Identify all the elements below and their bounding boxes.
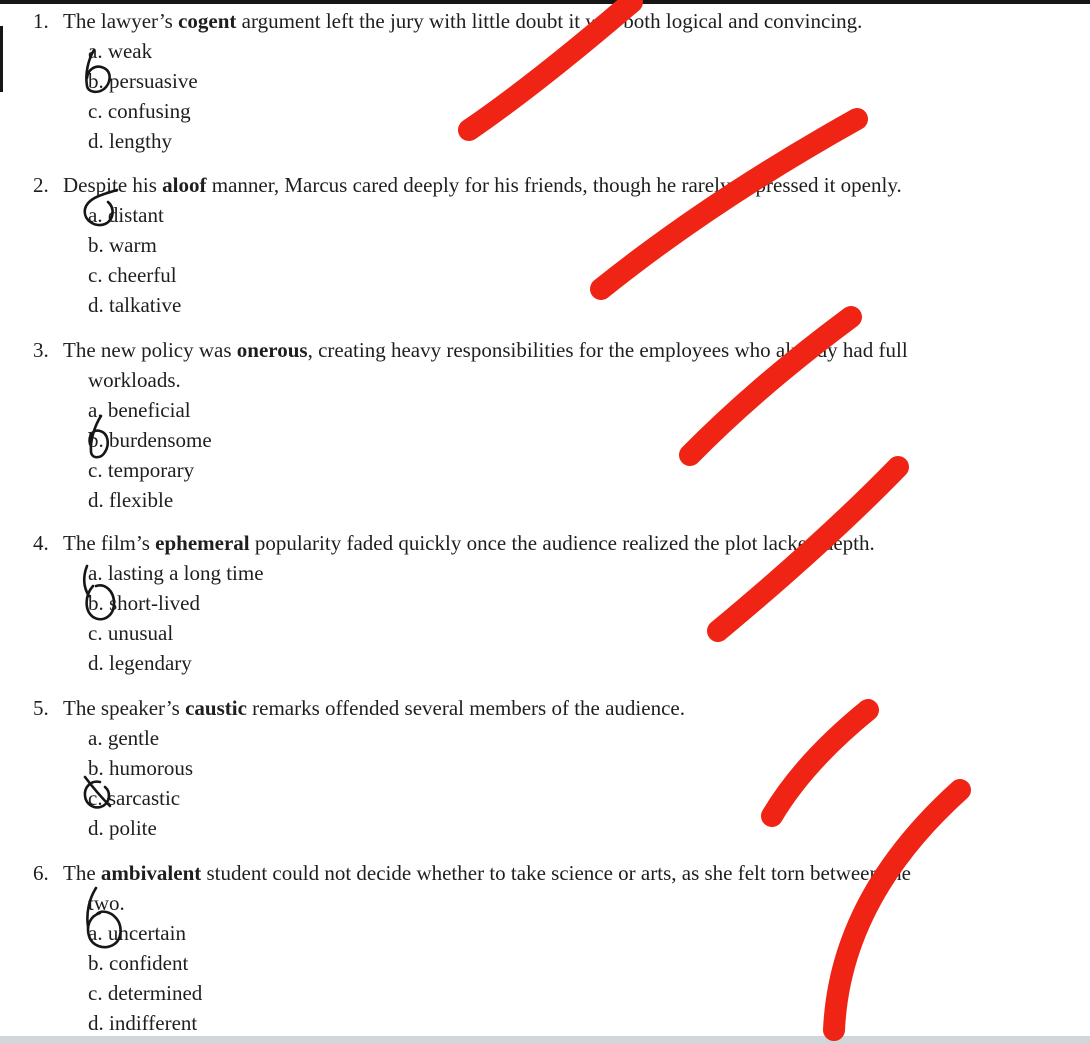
question-4-text [0, 528, 1090, 558]
question-5-text [0, 693, 1090, 723]
question-4-option-d: d. legendary [88, 651, 192, 675]
question-3-text-post: , creating heavy responsibilities for the employees who already had full [307, 338, 908, 362]
vocab-word-ambivalent: ambivalent [100, 861, 202, 885]
question-3-text-pre: The new policy was [63, 338, 237, 362]
question-2-text [0, 170, 1090, 200]
vocab-word-aloof: aloof [162, 173, 207, 197]
question-5-text-pre: The speaker’s [63, 696, 186, 720]
question-3-text-line2: workloads. [88, 368, 181, 392]
question-4-option-b: b. short-lived [88, 591, 200, 615]
question-6-text-post: student could not decide whether to take science or arts, as she felt torn between the [201, 861, 911, 885]
question-6 [0, 858, 1090, 1038]
question-1-text-post: argument left the jury with little doubt it was both logical and convincing. [236, 9, 863, 33]
question-2-option-a: a. distant [88, 203, 164, 227]
question-5-text-post: remarks offended several members of the audience. [246, 696, 685, 720]
question-5 [0, 693, 1090, 843]
question-1-option-a: a. weak [88, 39, 153, 63]
question-1-option-b: b. persuasive [88, 69, 198, 93]
question-4-text-pre: The film’s [63, 531, 156, 555]
question-3-option-a: a. beneficial [88, 398, 191, 422]
question-5-number: 5. [33, 696, 49, 720]
question-3-number: 3. [33, 338, 49, 362]
question-4-option-c: c. unusual [88, 621, 174, 645]
question-2-option-c: c. cheerful [88, 263, 177, 287]
question-5-option-a: a. gentle [88, 726, 160, 750]
question-3 [0, 335, 1090, 515]
question-4-number: 4. [33, 531, 49, 555]
question-2-option-d: d. talkative [88, 293, 182, 317]
question-5-option-c: c. sarcastic [88, 786, 181, 810]
question-3-option-c: c. temporary [88, 458, 195, 482]
question-6-option-b: b. confident [88, 951, 189, 975]
question-4-text-post: popularity faded quickly once the audience realized the plot lacked depth. [249, 531, 875, 555]
vocab-word-onerous: onerous [236, 338, 308, 362]
question-2-number: 2. [33, 173, 49, 197]
question-3-option-b: b. burdensome [88, 428, 212, 452]
question-3-option-d: d. flexible [88, 488, 174, 512]
question-6-number: 6. [33, 861, 49, 885]
question-1-text [0, 6, 1090, 36]
question-1-text-pre: The lawyer’s [63, 9, 179, 33]
question-2 [0, 170, 1090, 320]
question-4-option-a: a. lasting a long time [88, 561, 264, 585]
question-4 [0, 528, 1090, 678]
top-edge-bar [0, 0, 1090, 4]
question-6-option-d: d. indifferent [88, 1011, 198, 1035]
question-1 [0, 6, 1090, 156]
question-2-text-pre: Despite his [63, 173, 163, 197]
question-2-text-post: manner, Marcus cared deeply for his friends, though he rarely expressed it openly. [206, 173, 902, 197]
vocab-word-cogent: cogent [178, 9, 237, 33]
question-5-option-b: b. humorous [88, 756, 193, 780]
vocab-word-ephemeral: ephemeral [155, 531, 250, 555]
question-5-option-d: d. polite [88, 816, 157, 840]
question-6-text [0, 858, 1090, 888]
question-6-text-line2: two. [88, 891, 125, 915]
vocab-word-caustic: caustic [185, 696, 247, 720]
question-3-text [0, 335, 1090, 365]
question-6-text-pre: The [63, 861, 101, 885]
question-2-option-b: b. warm [88, 233, 157, 257]
question-6-option-c: c. determined [88, 981, 203, 1005]
question-1-number: 1. [33, 9, 49, 33]
question-1-option-d: d. lengthy [88, 129, 172, 153]
question-1-option-c: c. confusing [88, 99, 191, 123]
question-6-option-a: a. uncertain [88, 921, 186, 945]
